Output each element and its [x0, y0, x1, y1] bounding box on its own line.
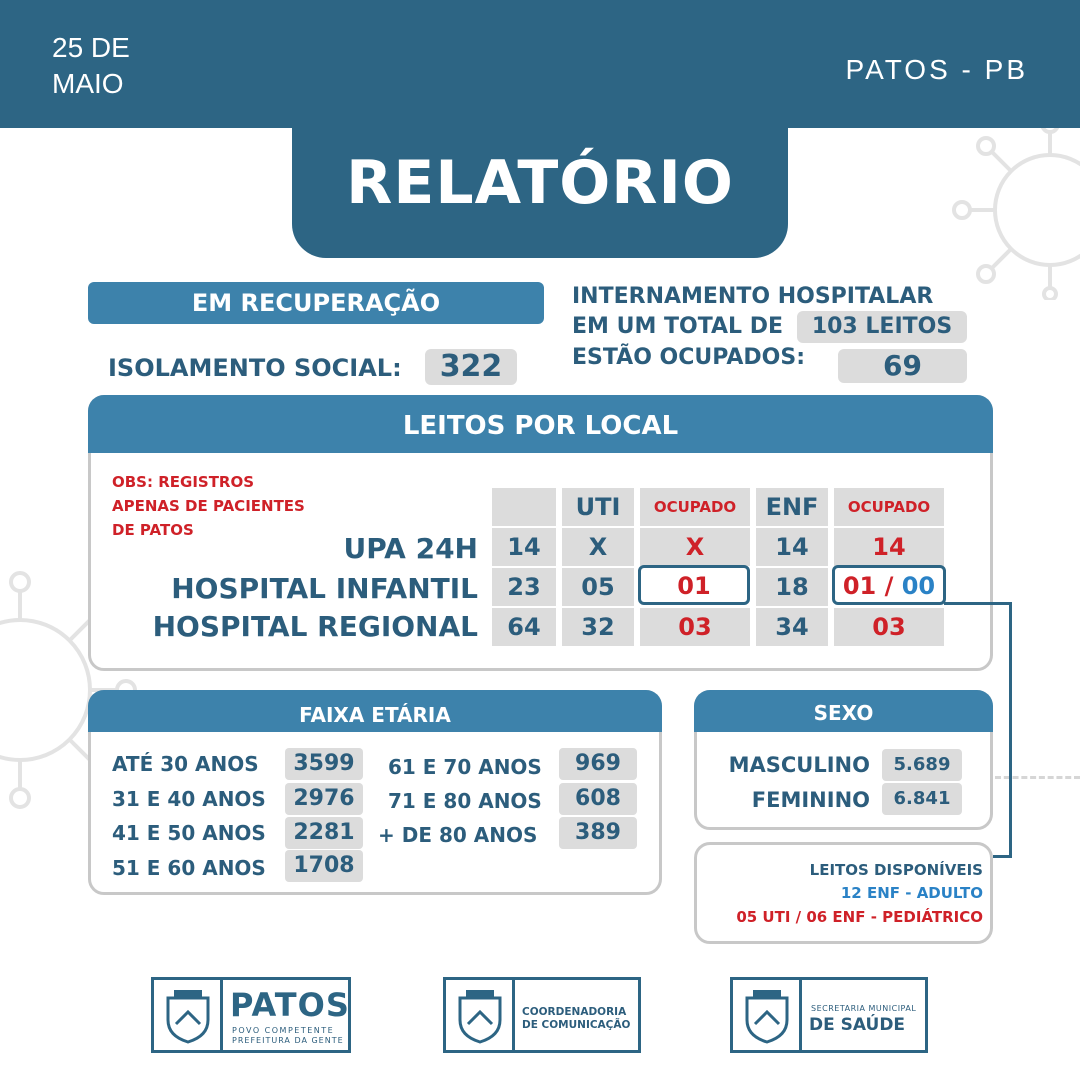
table-cell: 14 — [834, 528, 944, 566]
table-cell: 03 — [640, 608, 750, 646]
available-title: LEITOS DISPONÍVEIS — [809, 861, 983, 879]
coat-of-arms-icon — [741, 988, 793, 1044]
table-cell: 34 — [756, 608, 828, 646]
table-cell: 32 — [562, 608, 634, 646]
logo-divider — [512, 980, 515, 1050]
date-day: 25 DE — [52, 32, 130, 63]
coord-line1: COORDENADORIA — [522, 1006, 627, 1018]
coat-of-arms-icon — [454, 988, 506, 1044]
table-cell-highlighted: 01 — [638, 565, 750, 605]
age-label: 41 E 50 ANOS — [112, 821, 266, 845]
table-cell: X — [562, 528, 634, 566]
patos-logo-sub2: PREFEITURA DA GENTE — [232, 1036, 344, 1045]
column-header — [492, 488, 556, 526]
row-label: HOSPITAL INFANTIL — [171, 572, 478, 605]
age-value: 389 — [559, 817, 637, 849]
age-value: 1708 — [285, 850, 363, 882]
coord-line2: DE COMUNICAÇÃO — [522, 1019, 631, 1031]
health-line1: SECRETARIA MUNICIPAL — [811, 1004, 917, 1013]
hospital-line1: INTERNAMENTO HOSPITALAR — [572, 284, 934, 309]
secretaria-saude-logo — [730, 977, 928, 1053]
age-label: 61 E 70 ANOS — [388, 755, 542, 779]
virus-decoration-icon — [940, 110, 1080, 300]
age-value: 2281 — [285, 817, 363, 849]
beds-card-header: LEITOS POR LOCAL — [88, 395, 993, 453]
row-label: HOSPITAL REGIONAL — [152, 610, 478, 643]
isolation-value: 322 — [425, 349, 517, 385]
age-value: 3599 — [285, 748, 363, 780]
female-label: FEMININO — [751, 788, 870, 812]
logo-divider — [220, 980, 223, 1050]
column-header-occupied: OCUPADO — [834, 488, 944, 526]
column-header-occupied: OCUPADO — [640, 488, 750, 526]
age-value: 2976 — [285, 783, 363, 815]
male-label: MASCULINO — [728, 753, 870, 777]
hospital-line3: ESTÃO OCUPADOS: — [572, 345, 806, 370]
age-value: 969 — [559, 748, 637, 780]
available-adult: 12 ENF - ADULTO — [840, 884, 983, 902]
date-month: MAIO — [52, 68, 124, 99]
table-cell: 14 — [756, 528, 828, 566]
column-header-enf: ENF — [756, 488, 828, 526]
row-label: UPA 24H — [343, 532, 478, 565]
recovery-label: EM RECUPERAÇÃO — [88, 282, 544, 324]
table-cell: X — [640, 528, 750, 566]
table-cell-highlighted — [832, 565, 946, 605]
female-value: 6.841 — [882, 783, 962, 815]
age-label: 71 E 80 ANOS — [388, 789, 542, 813]
prefeitura-logo — [151, 977, 351, 1053]
patos-logo-sub1: POVO COMPETENTE — [232, 1026, 335, 1035]
report-date — [52, 30, 130, 102]
logo-divider — [799, 980, 802, 1050]
sex-card-header: SEXO — [694, 690, 993, 732]
table-cell: 14 — [492, 528, 556, 566]
note-line: OBS: REGISTROS — [112, 473, 255, 491]
age-label: + DE 80 ANOS — [378, 823, 538, 847]
hospital-line2: EM UM TOTAL DE — [572, 314, 783, 339]
age-value: 608 — [559, 783, 637, 815]
note-line: APENAS DE PACIENTES — [112, 497, 305, 515]
patos-logo-name: PATOS — [230, 986, 350, 1024]
note-line: DE PATOS — [112, 521, 194, 539]
table-cell: 03 — [834, 608, 944, 646]
age-label: 51 E 60 ANOS — [112, 856, 266, 880]
city-label: PATOS - PB — [845, 54, 1028, 85]
page-title: RELATÓRIO — [346, 148, 734, 218]
available-pediatric: 05 UTI / 06 ENF - PEDIÁTRICO — [736, 908, 983, 926]
age-card-header: FAIXA ETÁRIA — [88, 690, 662, 732]
male-value: 5.689 — [882, 749, 962, 781]
enf-occupied-adult: 01 / — [842, 572, 894, 600]
table-cell: 23 — [492, 568, 556, 606]
table-cell: 05 — [562, 568, 634, 606]
health-line2: DE SAÚDE — [809, 1015, 906, 1035]
age-label: 31 E 40 ANOS — [112, 787, 266, 811]
enf-occupied-pediatric: 00 — [901, 572, 936, 600]
beds-note — [112, 470, 305, 542]
column-header-uti: UTI — [562, 488, 634, 526]
coat-of-arms-icon — [162, 988, 214, 1044]
isolation-label: ISOLAMENTO SOCIAL: — [108, 354, 402, 382]
table-cell: 18 — [756, 568, 828, 606]
connector-line — [993, 855, 1012, 858]
occupied-beds-value: 69 — [838, 349, 967, 383]
total-beds-value: 103 LEITOS — [797, 311, 967, 343]
coordenadoria-logo — [443, 977, 641, 1053]
table-cell: 64 — [492, 608, 556, 646]
age-label: ATÉ 30 ANOS — [112, 752, 259, 776]
